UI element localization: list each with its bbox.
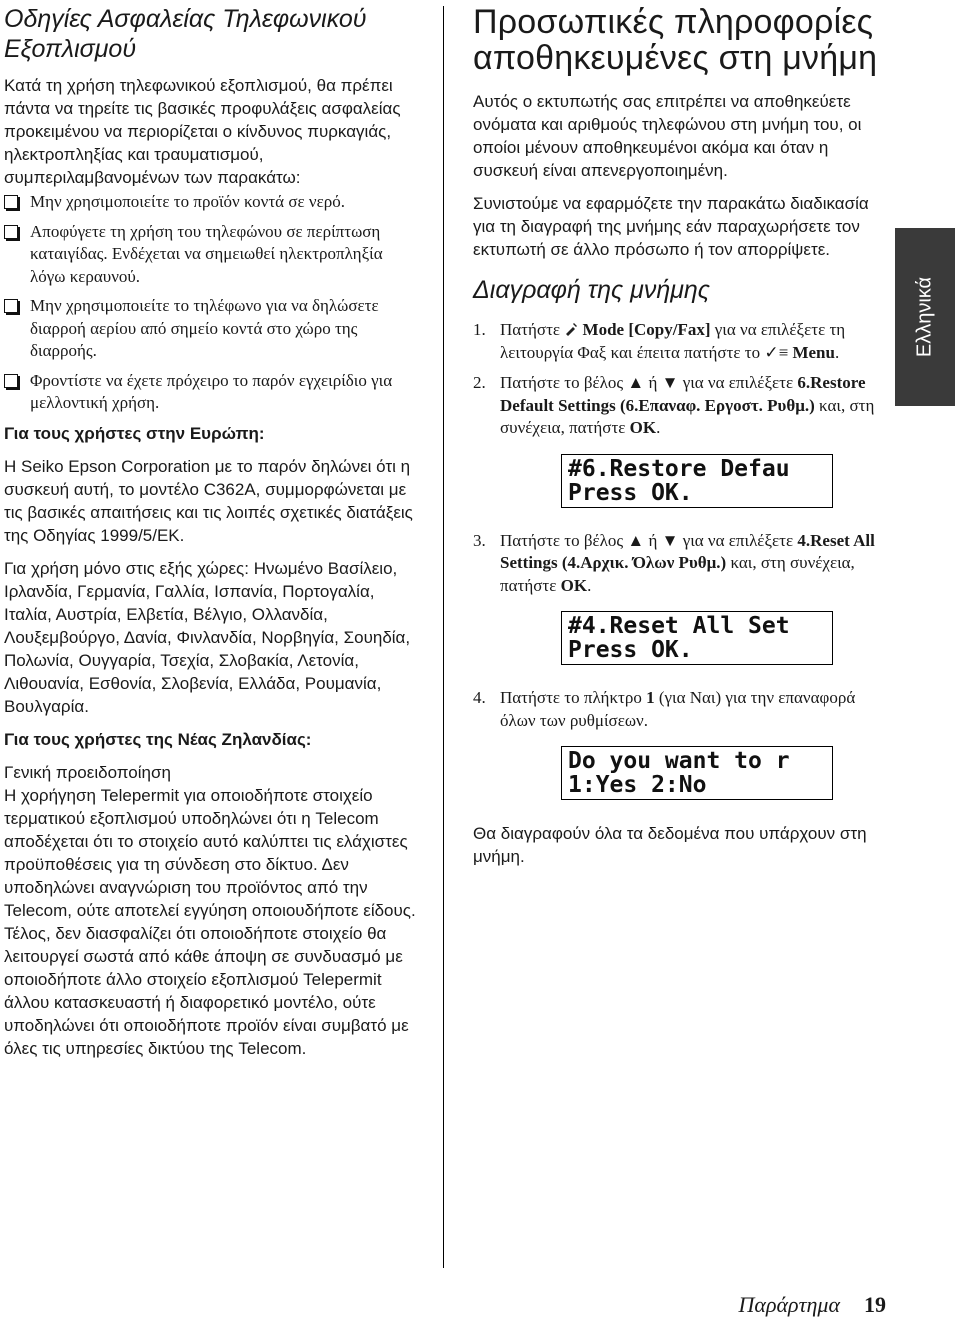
memory-recommendation: Συνιστούμε να εφαρμόζετε την παρακάτω διαδικασία για τη διαγραφή της μνήμης εάν παραχωρήσετε τον εκτυπωτή σε άλλο πρόσωπο ή τον απορρίψετε.	[473, 194, 869, 259]
lcd-screen-confirm: Do you want to r 1:Yes 2:No	[561, 746, 833, 800]
nz-heading: Για τους χρήστες της Νέας Ζηλανδίας:	[4, 729, 312, 749]
safety-bullet: Αποφύγετε τη χρήση του τηλεφώνου σε περίπτωση καταιγίδας. Ενδέχεται να σημειωθεί ηλεκτροπληξία λόγω κεραυνού.	[4, 221, 416, 289]
europe-declaration: Η Seiko Epson Corporation με το παρόν δηλώνει ότι η συσκευή αυτή, το μοντέλο C362A, συμμορφώνεται με τις βασικές απαιτήσεις και τις λοιπές σχετικές διατάξεις της Οδηγίας 1999/5/ΕΚ.	[4, 456, 413, 545]
right-column	[473, 4, 885, 868]
nz-telepermit-text: Η χορήγηση Telepermit για οποιοδήποτε στοιχείο τερματικού εξοπλισμού υποδηλώνει ότι η Telecom αποδέχεται ότι το στοιχείο αυτό καλύπτει τις ελάχιστες προϋποθέσεις για τη σύνδεση στο δίκτυο. Δεν υποδηλώνει αναγνώριση του προϊόντος από την Telecom, ούτε αποτελεί εγγύηση οποιουδήποτε είδους. Τέλος, δεν διασφαλίζει ότι οποιοδήποτε στοιχείο θα λειτουργεί σωστά από κάθε άποψη σε συνδυασμό με οποιοδήποτε άλλο στοιχείο εξοπλισμού Telepermit άλλου κατασκευαστή ή διαφορετικό μοντέλο, ούτε υποδηλώνει ότι οποιοδήποτε προϊόν είναι συμβατό με όλες τις υπηρεσίες δικτύου της Telecom.	[4, 785, 416, 1058]
arrow-up-icon: ▲	[627, 530, 645, 550]
safety-bullet: Μην χρησιμοποιείτε το προϊόν κοντά σε νερό.	[4, 191, 416, 214]
checkbox-bullet-icon	[4, 225, 18, 239]
safety-bullet: Μην χρησιμοποιείτε το τηλέφωνο για να δηλώσετε διαρροή αερίου από σημείο κοντά στο χώρο της διαρροής.	[4, 295, 416, 363]
checkbox-bullet-icon	[4, 299, 18, 313]
lcd-screen-restore: #6.Restore Defau Press OK.	[561, 454, 833, 508]
safety-intro: Κατά τη χρήση τηλεφωνικού εξοπλισμού, θα πρέπει πάντα να τηρείτε τις βασικές προφυλάξεις ασφαλείας προκειμένου να περιορίζεται ο κίνδυνος πυρκαγιάς, ηλεκτροπληξίας και τραυματισμού, συμπεριλαμβανομένων των παρακάτω:	[4, 76, 401, 187]
europe-heading: Για τους χρήστες στην Ευρώπη:	[4, 423, 265, 443]
left-column	[4, 4, 416, 1060]
step-2: 2. Πατήστε το βέλος ▲ ή ▼ για να επιλέξετε 6.Restore Default Settings (6.Επαναφ. Εργοστ. Ρυθμ.) και, στη συνέχεια, πατήστε OK.	[473, 373, 875, 437]
step-1: 1. Πατήστε Mode [Copy/Fax] για να επιλέξετε τη λειτουργία Φαξ και έπειτα πατήστε το ✓≡ Menu.	[473, 320, 846, 362]
column-divider	[443, 6, 444, 1268]
safety-bullet-list	[4, 191, 416, 415]
language-tab: Ελληνικά	[895, 228, 955, 406]
memory-cleared-note: Θα διαγραφούν όλα τα δεδομένα που υπάρχουν στη μνήμη.	[473, 824, 867, 866]
safety-bullet: Φροντίστε να έχετε πρόχειρο το παρόν εγχειρίδιο για μελλοντική χρήση.	[4, 370, 416, 415]
page-footer	[739, 1292, 886, 1318]
lcd-screen-reset: #4.Reset All Set Press OK.	[561, 611, 833, 665]
checkbox-bullet-icon	[4, 374, 18, 388]
memory-intro: Αυτός ο εκτυπωτής σας επιτρέπει να αποθηκεύετε ονόματα και αριθμούς τηλεφώνου στη μνήμη του, οι οποίοι μένουν αποθηκευμένοι ακόμα και όταν η συσκευή είναι απενεργοποιημένη.	[473, 92, 862, 180]
menu-icon: ✓≡	[764, 342, 789, 362]
steps-list	[473, 687, 885, 732]
copy-fax-mode-icon	[564, 322, 578, 336]
steps-list	[473, 319, 885, 440]
page-number: 19	[864, 1292, 886, 1317]
clear-memory-heading: Διαγραφή της μνήμης	[473, 276, 710, 304]
arrow-down-icon: ▼	[661, 373, 679, 392]
memory-title: Προσωπικές πληροφορίες αποθηκευμένες στη μνήμη	[473, 3, 878, 77]
steps-list	[473, 530, 885, 598]
nz-subheading: Γενική προειδοποίηση	[4, 762, 171, 782]
arrow-down-icon: ▼	[661, 530, 679, 550]
europe-countries: Για χρήση μόνο στις εξής χώρες: Ηνωμένο Βασίλειο, Ιρλανδία, Γερμανία, Γαλλία, Ισπανία, Πορτογαλία, Ιταλία, Αυστρία, Ελβετία, Βέλγιο, Ολλανδία, Λουξεμβούργο, Δανία, Φινλανδία, Νορβηγία, Σουηδία, Πολωνία, Ουγγαρία, Τσεχία, Σλοβακία, Λετονία, Λιθουανία, Εσθονία, Σλοβενία, Ελλάδα, Ρουμανία, Βουλγαρία.	[4, 558, 411, 716]
checkbox-bullet-icon	[4, 195, 18, 209]
step-3: 3. Πατήστε το βέλος ▲ ή ▼ για να επιλέξετε 4.Reset All Settings (4.Αρχικ. Όλων Ρυθμ.) και, στη συνέχεια, πατήστε OK.	[473, 530, 875, 595]
step-4: 4. Πατήστε το πλήκτρο 1 (για Ναι) για την επαναφορά όλων των ρυθμίσεων.	[473, 688, 856, 730]
safety-title: Οδηγίες Ασφαλείας Τηλεφωνικού Εξοπλισμού	[4, 5, 367, 63]
arrow-up-icon: ▲	[627, 373, 645, 392]
footer-section: Παράρτημα	[738, 1292, 840, 1317]
